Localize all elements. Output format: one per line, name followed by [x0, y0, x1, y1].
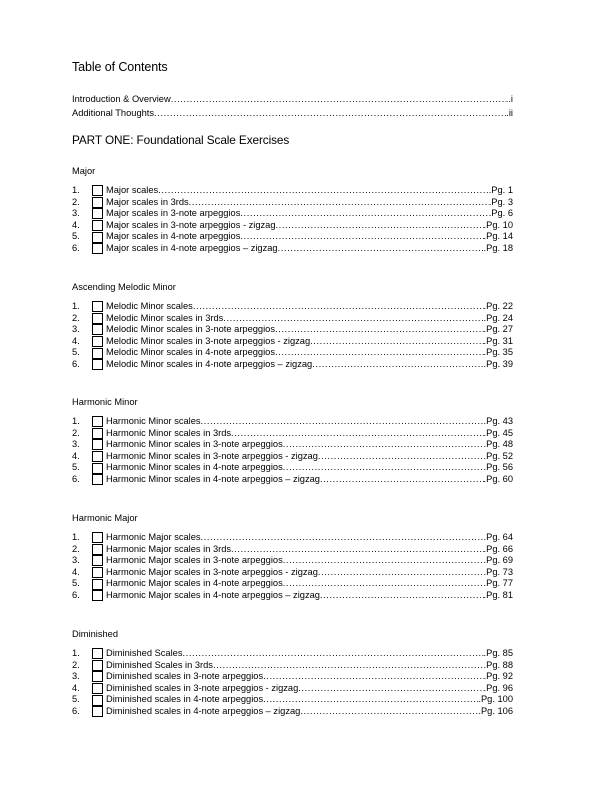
entry-title: Introduction & Overview — [72, 94, 171, 104]
item-page: .Pg. 81 — [483, 589, 513, 600]
checkbox[interactable] — [92, 336, 103, 347]
dot-leader — [310, 336, 483, 348]
item-title: Melodic Minor scales in 4-note arpeggios — [106, 347, 275, 358]
item-number: 6. — [72, 589, 80, 600]
item-number: 4. — [72, 682, 80, 693]
checkbox[interactable] — [92, 660, 103, 671]
item-page: .Pg. 27 — [483, 324, 513, 335]
checkbox[interactable] — [92, 220, 103, 231]
entry-title: Additional Thoughts — [72, 107, 155, 118]
item-page: .Pg. 106 — [478, 705, 513, 716]
dot-leader — [263, 671, 483, 683]
item-title: Harmonic Minor scales in 3-note arpeggios — [106, 439, 283, 450]
item-title: Harmonic Major scales in 4-note arpeggios – zigzag — [106, 589, 320, 600]
item-number: 4. — [72, 335, 80, 346]
checkbox[interactable] — [92, 416, 103, 427]
item-page: .Pg. 92 — [483, 671, 513, 682]
checkbox[interactable] — [92, 706, 103, 717]
checkbox[interactable] — [92, 439, 103, 450]
item-page: .Pg. 14 — [483, 231, 513, 242]
list-item — [72, 694, 513, 706]
list-item — [72, 301, 513, 313]
item-number: 2. — [72, 427, 80, 438]
item-number: 6. — [72, 358, 80, 369]
checkbox[interactable] — [92, 451, 103, 462]
item-page: .Pg. 85 — [483, 648, 513, 658]
item-page: .Pg. 3 — [488, 196, 513, 207]
list-item — [72, 347, 513, 359]
intro-entries — [72, 93, 513, 120]
toc-title: Table of Contents — [72, 60, 168, 74]
item-page: .Pg. 60 — [483, 473, 513, 484]
item-title: Diminished Scales — [106, 648, 183, 658]
item-page: .Pg. 88 — [483, 659, 513, 670]
dot-leader — [278, 243, 484, 255]
item-page: .Pg. 45 — [483, 427, 513, 438]
item-number: 1. — [72, 416, 80, 426]
list-item — [72, 243, 513, 255]
dot-leader — [300, 706, 478, 718]
entry-page: .ii — [506, 107, 513, 118]
item-page: .Pg. 43 — [483, 416, 513, 426]
item-page: .Pg. 39 — [483, 358, 513, 369]
item-number: 2. — [72, 312, 80, 323]
item-title: Diminished scales in 3-note arpeggios — [106, 671, 264, 682]
item-number: 1. — [72, 185, 80, 195]
list-item — [72, 185, 513, 197]
dot-leader — [223, 313, 483, 325]
item-title: Harmonic Major scales in 3rds — [106, 543, 232, 554]
checkbox[interactable] — [92, 232, 103, 243]
list-item — [72, 660, 513, 672]
checkbox[interactable] — [92, 695, 103, 706]
dot-leader — [298, 683, 483, 695]
dot-leader — [275, 347, 484, 359]
dot-leader — [201, 532, 484, 544]
item-number: 1. — [72, 532, 80, 542]
item-title: Harmonic Minor scales in 4-note arpeggios – zigzag — [106, 473, 320, 484]
item-number: 5. — [72, 347, 80, 358]
checkbox[interactable] — [92, 243, 103, 254]
item-page: .Pg. 24 — [483, 312, 513, 323]
item-number: 5. — [72, 462, 80, 473]
entry-page: ..i — [505, 94, 513, 104]
item-page: .Pg. 35 — [483, 347, 513, 358]
section-heading: Harmonic Minor — [72, 397, 138, 407]
list-item — [72, 567, 513, 579]
dot-leader — [275, 324, 484, 336]
dot-leader — [283, 462, 484, 474]
item-title: Diminished Scales in 3rds — [106, 659, 213, 670]
dot-leader — [240, 208, 488, 220]
item-number: 1. — [72, 301, 80, 311]
section-diminished — [72, 628, 513, 718]
section-harmonic-major — [72, 512, 513, 602]
checkbox[interactable] — [92, 532, 103, 543]
dot-leader — [283, 555, 484, 567]
item-title: Melodic Minor scales in 4-note arpeggios – zigzag — [106, 358, 313, 369]
list-item — [72, 544, 513, 556]
section-heading: Ascending Melodic Minor — [72, 282, 176, 292]
item-title: Melodic Minor scales in 3-note arpeggios - zigzag — [106, 335, 311, 346]
item-number: 4. — [72, 450, 80, 461]
checkbox[interactable] — [92, 567, 103, 578]
item-number: 6. — [72, 473, 80, 484]
list-item — [72, 336, 513, 348]
list-item — [72, 706, 513, 718]
item-number: 3. — [72, 208, 80, 219]
list-item — [72, 648, 513, 660]
checkbox[interactable] — [92, 348, 103, 359]
item-number: 5. — [72, 578, 80, 589]
checkbox[interactable] — [92, 683, 103, 694]
item-page: .Pg. 1 — [488, 185, 513, 195]
item-number: 1. — [72, 648, 80, 658]
item-title: Harmonic Minor scales in 4-note arpeggios — [106, 462, 283, 473]
dot-leader — [158, 185, 489, 197]
item-number: 3. — [72, 555, 80, 566]
toc-entry-additional-thoughts[interactable] — [72, 107, 513, 121]
item-page: .Pg. 56 — [483, 462, 513, 473]
list-item — [72, 462, 513, 474]
item-title: Harmonic Major scales — [106, 532, 201, 542]
checkbox[interactable] — [92, 359, 103, 370]
item-title: Major scales in 3-note arpeggios — [106, 208, 241, 219]
dot-leader — [318, 567, 484, 579]
item-number: 3. — [72, 671, 80, 682]
item-page: .Pg. 52 — [483, 450, 513, 461]
item-number: 2. — [72, 659, 80, 670]
list-item — [72, 197, 513, 209]
section-major — [72, 165, 513, 255]
item-title: Harmonic Minor scales in 3rds — [106, 427, 232, 438]
dot-leader — [213, 660, 484, 672]
item-title: Major scales in 3-note arpeggios - zigzag — [106, 219, 276, 230]
list-item — [72, 451, 513, 463]
toc-entry-introduction[interactable] — [72, 93, 513, 107]
item-page: .Pg. 22 — [483, 301, 513, 311]
item-title: Major scales — [106, 185, 159, 195]
dot-leader — [193, 301, 484, 313]
item-page: .Pg. 66 — [483, 543, 513, 554]
item-number: 3. — [72, 439, 80, 450]
list-item — [72, 220, 513, 232]
dot-leader — [318, 451, 484, 463]
item-page: .Pg. 64 — [483, 532, 513, 542]
item-number: 4. — [72, 219, 80, 230]
section-harmonic-minor — [72, 396, 513, 486]
checkbox[interactable] — [92, 185, 103, 196]
checkbox[interactable] — [92, 648, 103, 659]
checkbox[interactable] — [92, 555, 103, 566]
list-item — [72, 231, 513, 243]
item-number: 3. — [72, 324, 80, 335]
checkbox[interactable] — [92, 324, 103, 335]
item-number: 4. — [72, 566, 80, 577]
dot-leader — [154, 107, 506, 121]
checkbox[interactable] — [92, 671, 103, 682]
dot-leader — [231, 428, 483, 440]
dot-leader — [283, 439, 484, 451]
list-item — [72, 578, 513, 590]
item-number: 2. — [72, 196, 80, 207]
list-item — [72, 324, 513, 336]
checkbox[interactable] — [92, 313, 103, 324]
list-item — [72, 671, 513, 683]
list-item — [72, 359, 513, 371]
list-item — [72, 590, 513, 602]
checkbox[interactable] — [92, 544, 103, 555]
dot-leader — [189, 197, 489, 209]
item-title: Major scales in 3rds — [106, 196, 189, 207]
item-title: Harmonic Major scales in 3-note arpeggios - zigzag — [106, 566, 318, 577]
dot-leader — [231, 544, 483, 556]
item-page: .Pg. 48 — [483, 439, 513, 450]
section-heading: Diminished — [72, 629, 118, 639]
item-title: Major scales in 4-note arpeggios — [106, 231, 241, 242]
checkbox[interactable] — [92, 428, 103, 439]
dot-leader — [283, 578, 484, 590]
item-page: .Pg. 77 — [483, 578, 513, 589]
item-title: Harmonic Major scales in 3-note arpeggios — [106, 555, 283, 566]
dot-leader — [320, 474, 484, 486]
item-title: Melodic Minor scales — [106, 301, 193, 311]
section-heading: Harmonic Major — [72, 513, 138, 523]
checkbox[interactable] — [92, 463, 103, 474]
checkbox[interactable] — [92, 474, 103, 485]
item-page: .Pg. 18 — [483, 242, 513, 253]
dot-leader — [263, 694, 478, 706]
item-title: Harmonic Minor scales in 3-note arpeggios - zigzag — [106, 450, 318, 461]
list-item — [72, 532, 513, 544]
list-item — [72, 683, 513, 695]
item-page: .Pg. 73 — [483, 566, 513, 577]
part-title: PART ONE: Foundational Scale Exercises — [72, 133, 290, 147]
dot-leader — [276, 220, 484, 232]
item-page: .Pg. 10 — [483, 219, 513, 230]
item-page: .Pg. 100 — [478, 694, 513, 705]
dot-leader — [320, 590, 484, 602]
item-title: Harmonic Minor scales — [106, 416, 201, 426]
checkbox[interactable] — [92, 208, 103, 219]
checkbox[interactable] — [92, 301, 103, 312]
dot-leader — [201, 416, 484, 428]
item-page: .Pg. 31 — [483, 335, 513, 346]
item-title: Diminished scales in 4-note arpeggios — [106, 694, 264, 705]
checkbox[interactable] — [92, 197, 103, 208]
dot-leader — [240, 231, 483, 243]
item-title: Melodic Minor scales in 3-note arpeggios — [106, 324, 275, 335]
checkbox[interactable] — [92, 579, 103, 590]
checkbox[interactable] — [92, 590, 103, 601]
dot-leader — [182, 648, 483, 660]
dot-leader — [312, 359, 483, 371]
list-item — [72, 428, 513, 440]
list-item — [72, 555, 513, 567]
item-number: 5. — [72, 694, 80, 705]
section-heading: Major — [72, 166, 96, 176]
list-item — [72, 474, 513, 486]
list-item — [72, 416, 513, 428]
item-number: 6. — [72, 242, 80, 253]
list-item — [72, 208, 513, 220]
item-number: 5. — [72, 231, 80, 242]
list-item — [72, 313, 513, 325]
item-title: Major scales in 4-note arpeggios – zigzag — [106, 242, 278, 253]
item-title: Harmonic Major scales in 4-note arpeggios — [106, 578, 283, 589]
item-title: Melodic Minor scales in 3rds — [106, 312, 224, 323]
item-page: .Pg. 69 — [483, 555, 513, 566]
item-page: .Pg. 6 — [488, 208, 513, 219]
item-title: Diminished scales in 4-note arpeggios – zigzag — [106, 705, 301, 716]
item-number: 2. — [72, 543, 80, 554]
item-title: Diminished scales in 3-note arpeggios - zigzag — [106, 682, 299, 693]
item-page: .Pg. 96 — [483, 682, 513, 693]
item-number: 6. — [72, 705, 80, 716]
list-item — [72, 439, 513, 451]
dot-leader — [171, 93, 506, 107]
section-ascending-melodic-minor — [72, 281, 513, 371]
